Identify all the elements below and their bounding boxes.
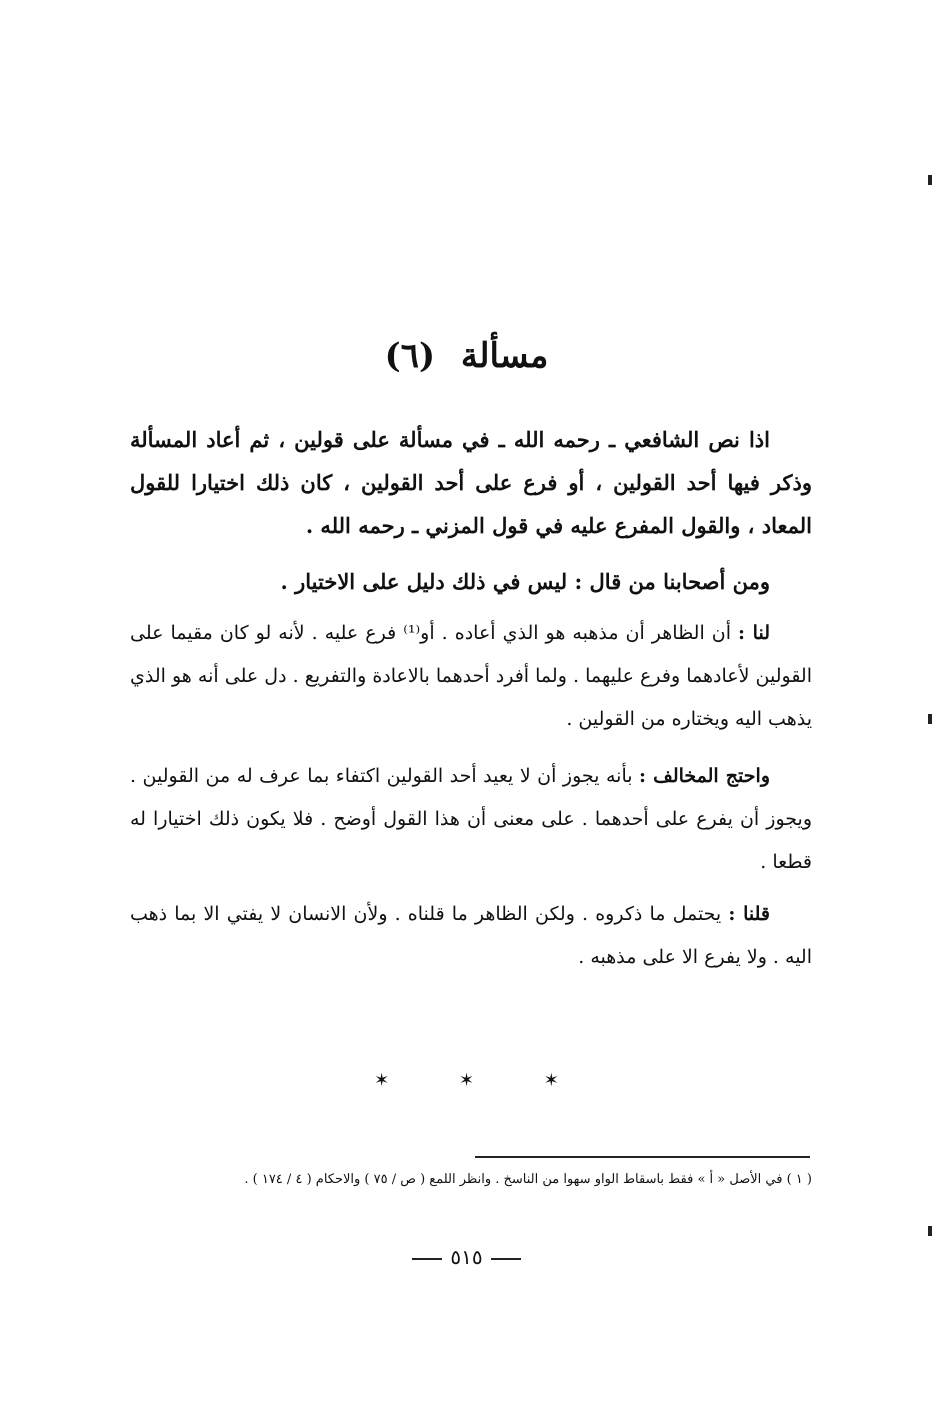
- section-separator: ✶ ✶ ✶: [374, 1070, 591, 1091]
- paragraph-text: ومن أصحابنا من قال : ليس في ذلك دليل على الاختيار .: [280, 569, 770, 594]
- paragraph-text: يحتمل ما ذكروه . ولكن الظاهر ما قلناه . ولأن الانسان لا يفتي الا بما ذهب اليه . ولا يفرع الا على مذهبه .: [130, 903, 812, 968]
- issue-word: مسألة: [460, 336, 549, 376]
- paragraph-lead: لنا :: [738, 622, 770, 644]
- scan-edge-mark: [928, 1226, 932, 1236]
- scan-edge-mark: [928, 714, 932, 724]
- paragraph-text: اذا نص الشافعي ـ رحمه الله ـ في مسألة على قولين ، ثم أعاد المسألة وذكر فيها أحد القولين ، أو فرع على أحد القولين ، كان ذلك اختيارا للقول المعاد ، والقول المفرع عليه في قول المزني ـ رحمه الله .: [130, 427, 812, 538]
- paragraph-counter-view: [130, 560, 812, 603]
- paragraph-text: أن الظاهر أن مذهبه هو الذي أعاده . أو⁽¹⁾ فرع عليه . لأنه لو كان مقيما على القولين لأعادهما وفرع عليهما . ولما أفرد أحدهما بالاعادة والتفريع . دل على أنه هو الذي يذهب اليه ويختاره من القولين .: [130, 622, 812, 730]
- paragraph-reply: [130, 893, 812, 979]
- footnote: ( ١ ) في الأصل « أ » فقط باسقاط الواو سهوا من الناسخ . وانظر اللمع ( ص / ٧٥ ) والاحكام ( ٤ / ١٧٤ ) .: [244, 1172, 812, 1187]
- page-number-dash-right: [491, 1258, 521, 1260]
- issue-number: (٦): [384, 336, 436, 376]
- paragraph-opponent-argument: [130, 755, 812, 884]
- page-number-dash-left: [412, 1258, 442, 1260]
- scan-edge-mark: [928, 175, 932, 185]
- paragraph-statement: [130, 418, 812, 547]
- paragraph-lead: واحتج المخالف :: [639, 765, 770, 787]
- paragraph-lead: قلنا :: [728, 903, 770, 925]
- paragraph-text: بأنه يجوز أن لا يعيد أحد القولين اكتفاء بما عرف له من القولين . ويجوز أن يفرع على أحدهما . على معنى أن هذا القول أوضح . فلا يكون ذلك اختيارا له قطعا .: [130, 765, 812, 873]
- footnote-divider: [475, 1156, 810, 1158]
- issue-heading: [0, 334, 933, 378]
- paragraph-our-argument: [130, 612, 812, 741]
- page-number: [0, 1243, 933, 1271]
- page-number-value: ٥١٥: [450, 1245, 483, 1269]
